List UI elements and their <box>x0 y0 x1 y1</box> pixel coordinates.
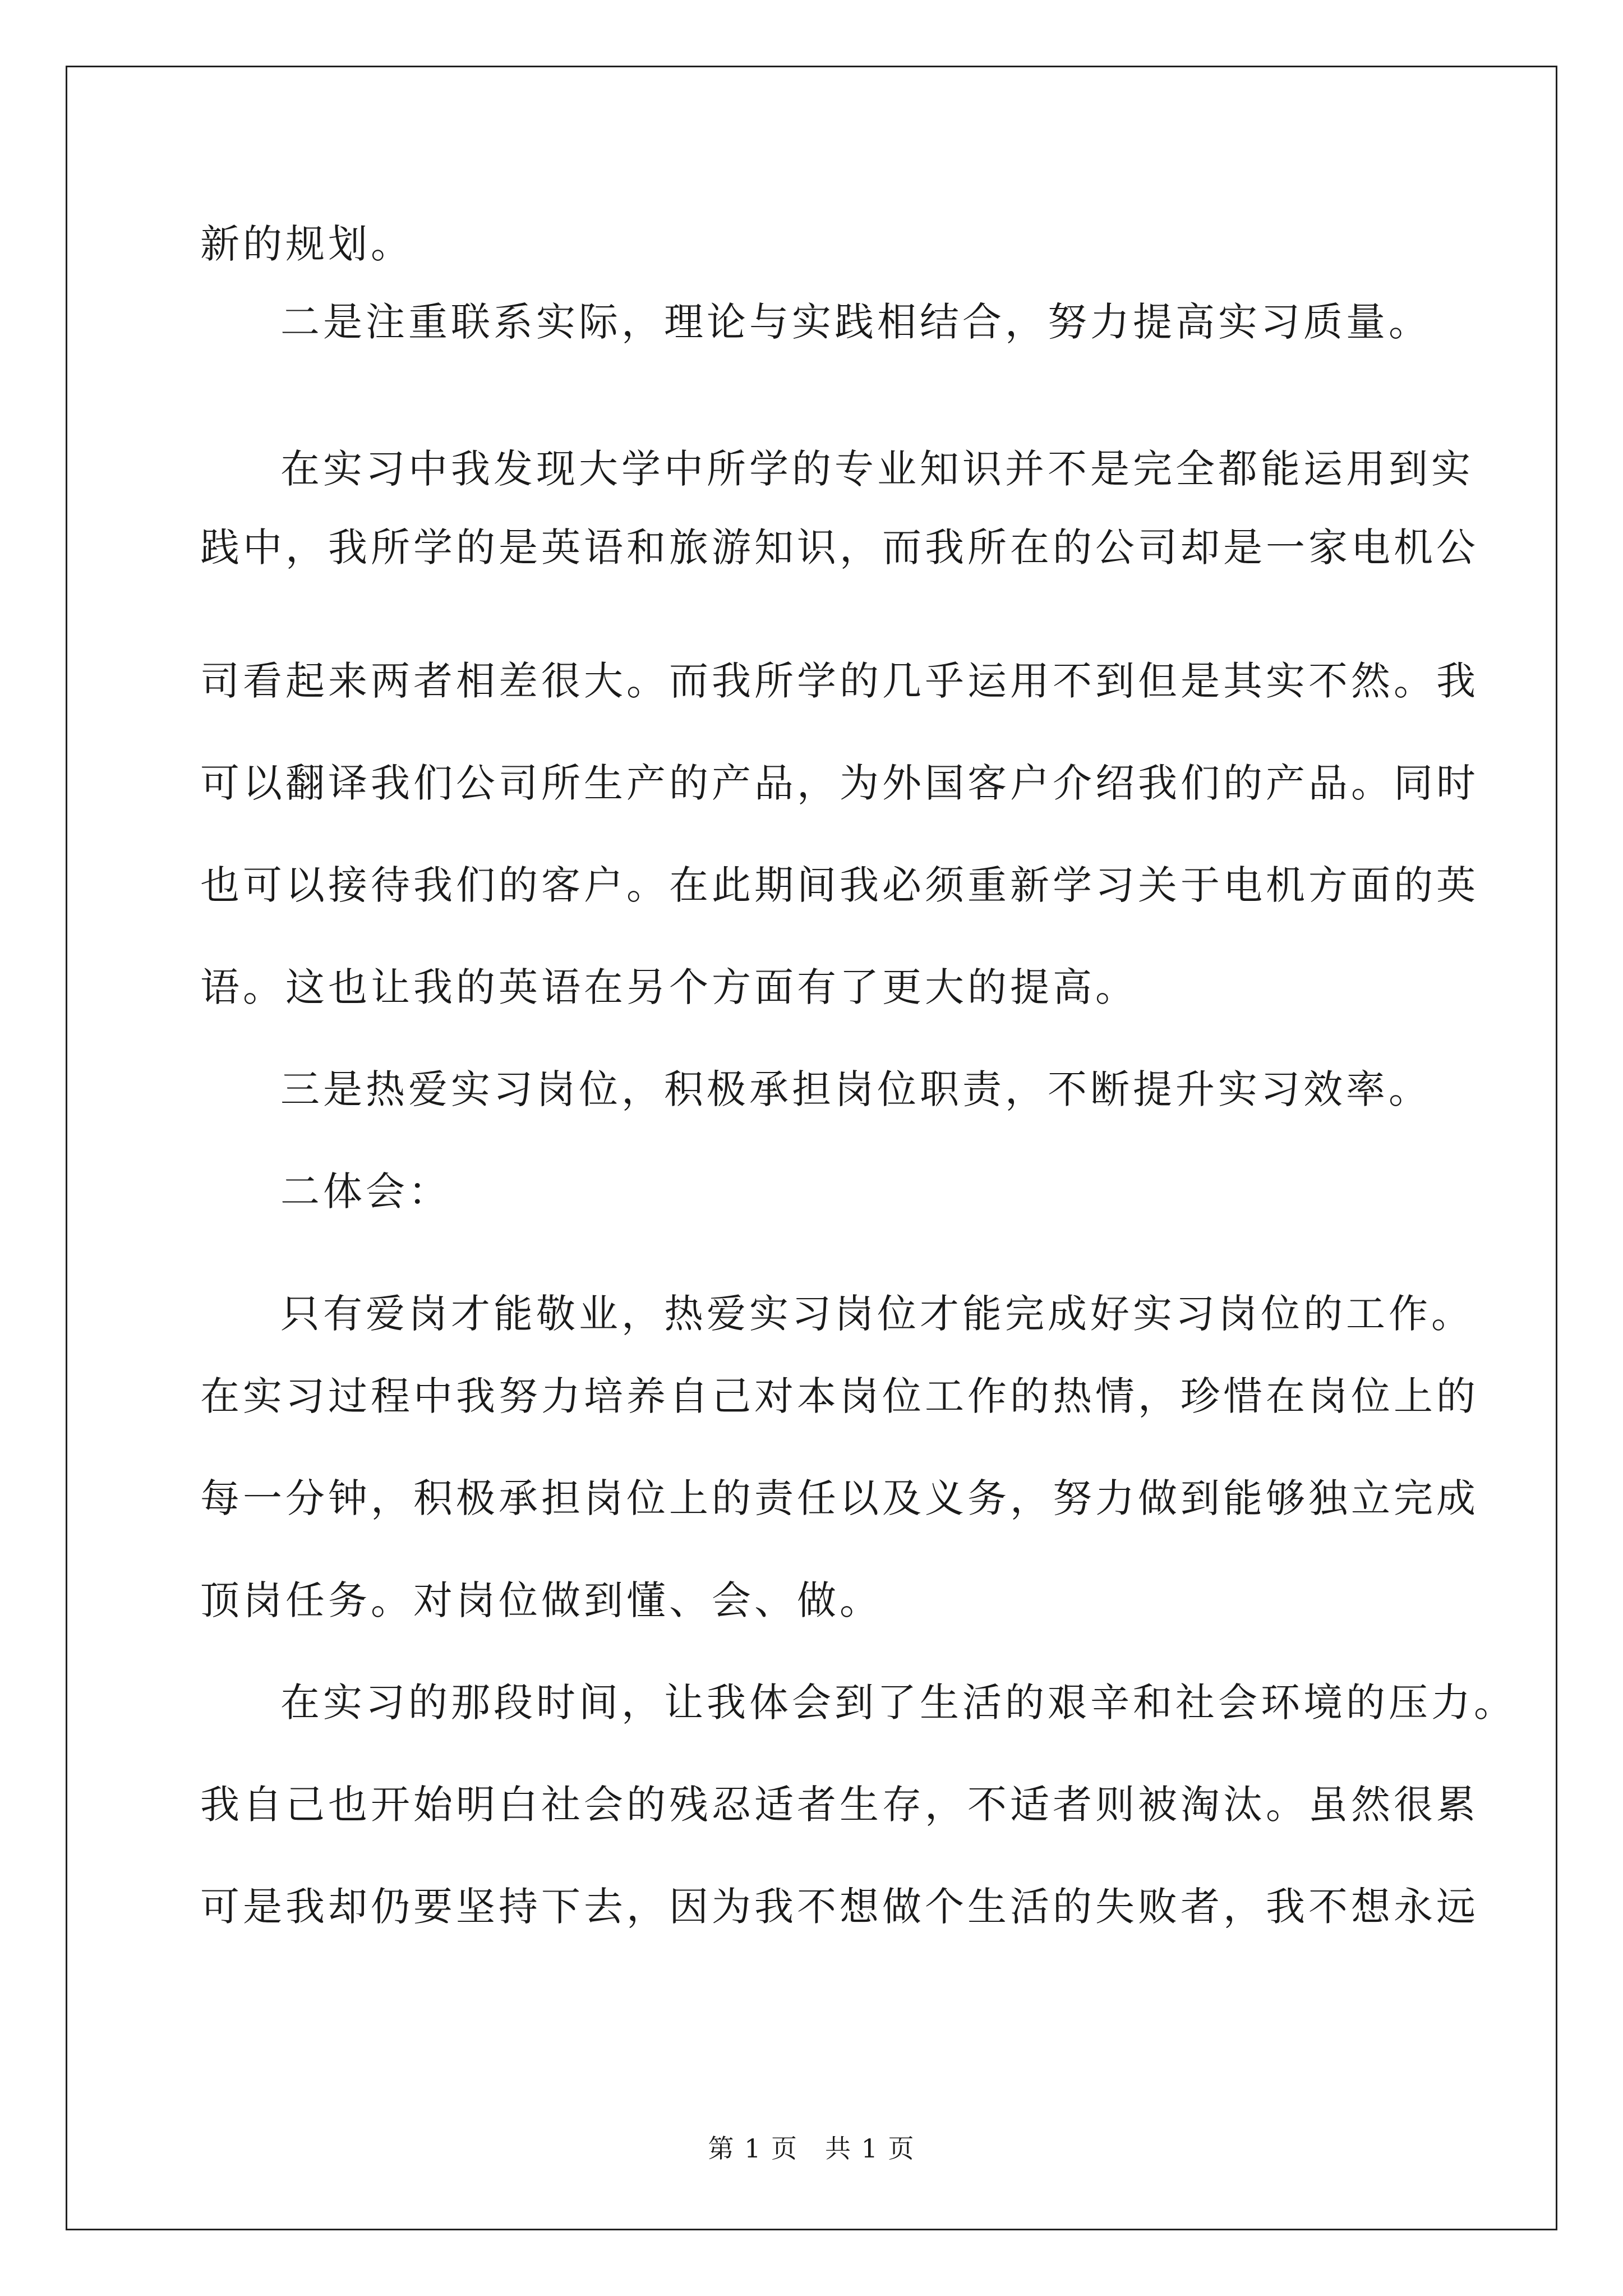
text-line: 在实习的那段时间，让我体会到了生活的艰辛和社会环境的压力。 <box>280 1680 1516 1726</box>
text-line: 践中，我所学的是英语和旅游知识，而我所在的公司却是一家电机公 <box>200 524 1479 570</box>
text-line: 每一分钟，积极承担岗位上的责任以及义务，努力做到能够独立完成 <box>200 1475 1479 1521</box>
text-line: 在实习过程中我努力培养自己对本岗位工作的热情，珍惜在岗位上的 <box>200 1373 1479 1419</box>
text-line: 司看起来两者相差很大。而我所学的几乎运用不到但是其实不然。我 <box>200 658 1479 704</box>
page-number-footer: 第 1 页 共 1 页 <box>708 2133 915 2164</box>
text-line: 二体会： <box>280 1168 451 1214</box>
text-line: 可以翻译我们公司所生产的产品，为外国客户介绍我们的产品。同时 <box>200 760 1479 806</box>
text-line: 三是热爱实习岗位，积极承担岗位职责，不断提升实习效率。 <box>280 1066 1431 1112</box>
text-line: 只有爱岗才能敬业，热爱实习岗位才能完成好实习岗位的工作。 <box>280 1291 1474 1337</box>
text-line: 顶岗任务。对岗位做到懂、会、做。 <box>200 1577 882 1623</box>
text-line: 语。这也让我的英语在另个方面有了更大的提高。 <box>200 964 1138 1010</box>
text-line: 二是注重联系实际，理论与实践相结合，努力提高实习质量。 <box>280 299 1431 345</box>
text-line: 新的规划。 <box>200 221 413 267</box>
text-line: 可是我却仍要坚持下去，因为我不想做个生活的失败者，我不想永远 <box>200 1884 1479 1930</box>
text-line: 我自己也开始明白社会的残忍适者生存，不适者则被淘汰。虽然很累 <box>200 1782 1479 1828</box>
text-line: 在实习中我发现大学中所学的专业知识并不是完全都能运用到实 <box>280 446 1474 492</box>
text-line: 也可以接待我们的客户。在此期间我必须重新学习关于电机方面的英 <box>200 862 1479 908</box>
